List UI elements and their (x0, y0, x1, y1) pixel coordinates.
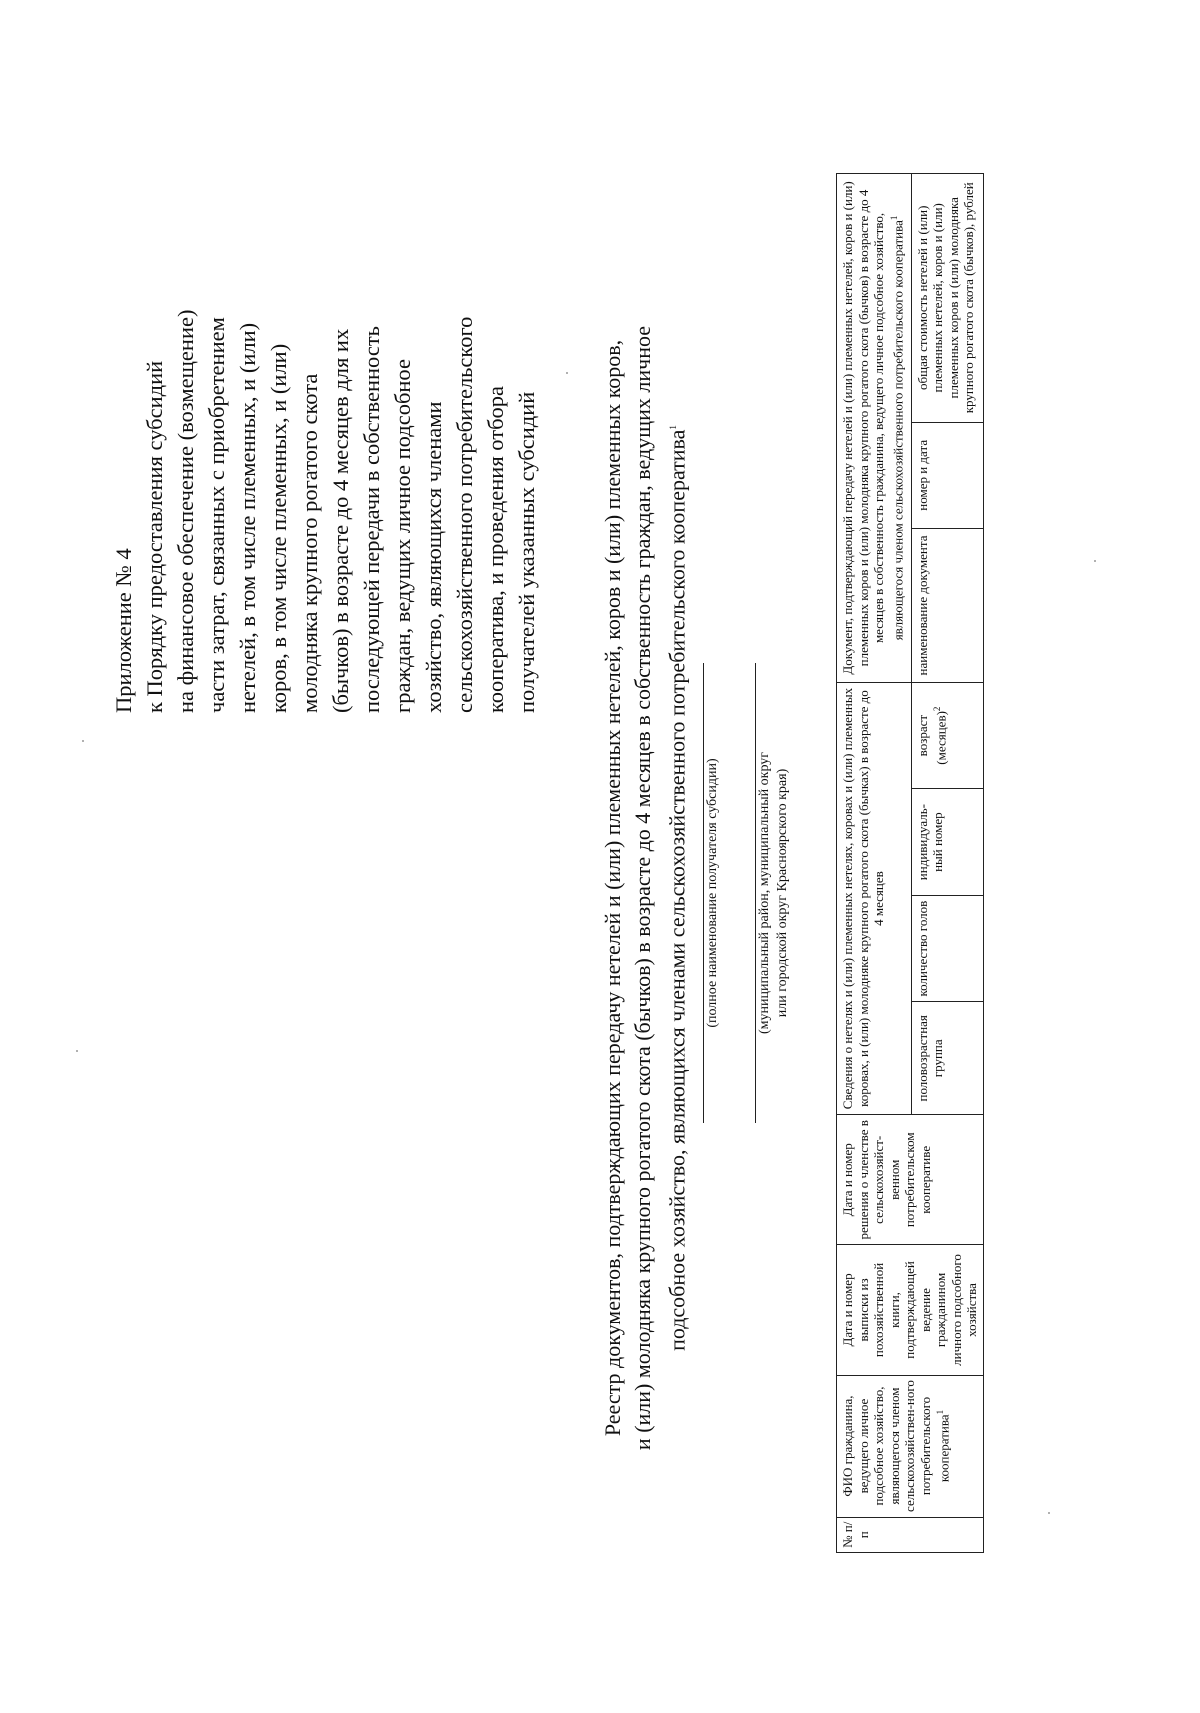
header-extract: Дата и номер выписки из похозяйственной книги, подтверждающей ведение гражданином личного подсобного хозяйства (837, 1245, 984, 1375)
header-decision: Дата и номер решения о членстве в сельскохозяйст-венном потребительском кооперативе (837, 1115, 984, 1245)
annex-line: последующей передачи в собственность (359, 326, 384, 713)
annex-line: получателей указанных субсидий (514, 391, 539, 713)
annex-line: к Порядку предоставления субсидий (142, 360, 167, 713)
annex-line: (бычков) в возрасте до 4 месяцев для их (328, 328, 353, 713)
annex-line: кооператива, и проведения отбора (483, 385, 508, 713)
district-caption-line: или городской округ Красноярского края) (775, 768, 790, 1018)
header-sex-age-group: половозрастная группа (911, 1002, 983, 1115)
footnote-mark: 1 (935, 1409, 945, 1415)
scan-speck (76, 1050, 78, 1052)
annex-line: граждан, ведущих личное подсобное (390, 359, 415, 713)
register-title (598, 188, 692, 1588)
register-title-text: подсобное хозяйство, являющихся членами сельскохозяйственного потребительского кооператива (664, 429, 690, 1351)
footnote-mark: 2 (932, 706, 943, 712)
scan-speck (566, 372, 568, 374)
scan-speck (82, 740, 84, 742)
annex-line: сельскохозяйственного потребительского (452, 316, 477, 713)
footnote-mark: 1 (668, 425, 678, 430)
header-fio-text: ФИО гражданина, ведущего личное подсобное хозяйство, являющегося членом сельскохозяйствен-ного потребительского кооператива (840, 1380, 952, 1512)
header-doc-number-date: номер и дата (911, 422, 983, 528)
scan-speck (1048, 1512, 1050, 1514)
header-age-months (911, 682, 983, 788)
header-head-count: количество голов (911, 895, 983, 1001)
annex-block (108, 173, 542, 713)
recipient-name-field (703, 663, 722, 1123)
header-transfer-doc-text: Документ, подтверждающий передачу нетелей и (или) племенных нетелей, коров и (или) племенных коров и (или) молодняка крупного рогатого скота (бычков) в возрасте до 4 месяцев в собственность гражданина, ведущего личное подсобное хозяйство, являющегося членом сельскохозяйственного потребительского кооператива (840, 181, 905, 675)
scan-speck (1094, 560, 1096, 562)
annex-line: нетелей, в том числе племенных, и (или) (235, 322, 260, 713)
annex-line: коров, в том числе племенных, и (или) (266, 343, 291, 713)
header-age-text: возраст (месяцев) (914, 711, 949, 765)
header-animal-info: Сведения о нетелях и (или) племенных нетелях, коровах и (или) племенных коровах, и (или) молодняке крупного рогатого скота (бычках) в возрасте до 4 месяцев (837, 682, 912, 1114)
register-table (836, 173, 984, 1553)
register-title-line: и (или) молодняка крупного рогатого скота (бычков) в возрасте до 4 месяцев в собственность граждан, ведущих личное (630, 325, 655, 1451)
district-field (755, 663, 792, 1123)
annex-line: Приложение № 4 (111, 548, 136, 713)
annex-line: хозяйство, являющихся членами (421, 401, 446, 713)
header-row-1 (837, 174, 912, 1553)
recipient-caption: (полное наименование получателя субсидии) (705, 758, 720, 1028)
header-individual-number: индивидуаль-ный номер (911, 789, 983, 895)
header-total-cost: общая стоимость нетелей и (или) племенных нетелей, коров и (или) племенных коров и (или) молодняка крупного рогатого скота (бычков), рублей (911, 174, 983, 423)
district-caption-line: (муниципальный район, муниципальный округ (757, 751, 772, 1035)
annex-line: молодняка крупного рогатого скота (297, 373, 322, 713)
header-num: № п/п (837, 1517, 984, 1552)
register-title-line (658, 188, 692, 1588)
header-doc-name: наименование документа (911, 529, 983, 683)
header-fio (837, 1375, 984, 1517)
footnote-mark: 1 (888, 215, 899, 221)
header-transfer-doc (837, 174, 912, 683)
annex-line: части затрат, связанных с приобретением (204, 317, 229, 713)
register-title-line: Реестр документов, подтверждающих передачу нетелей и (или) племенных нетелей, коров и (или) племенных коров, (600, 339, 625, 1437)
annex-line: на финансовое обеспечение (возмещение) (173, 309, 198, 713)
